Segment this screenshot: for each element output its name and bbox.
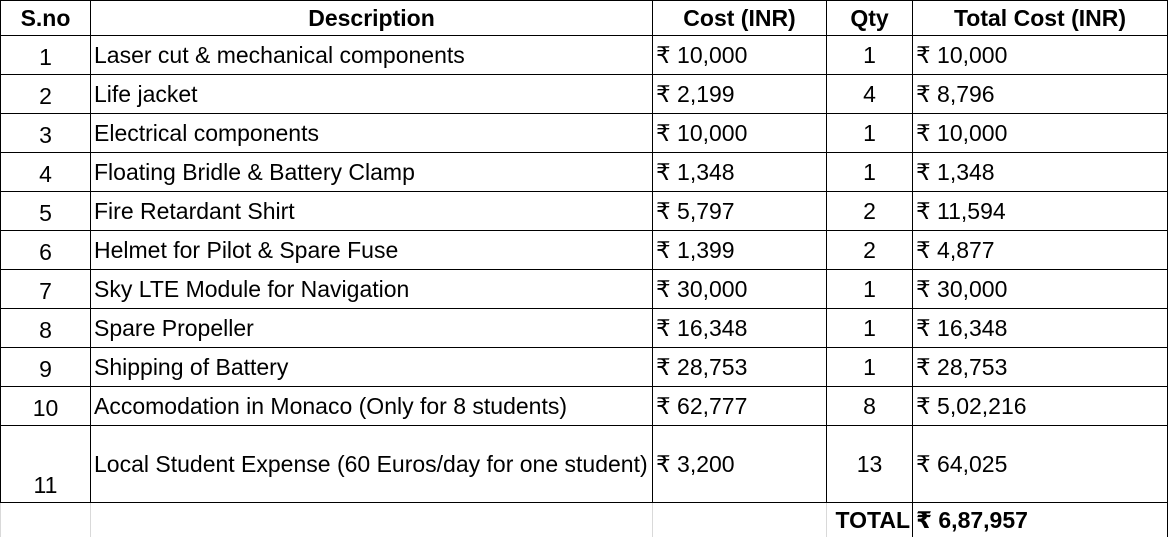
cell-total: ₹ 1,348 bbox=[913, 153, 1168, 192]
table-row bbox=[1, 231, 1168, 270]
cell-total: ₹ 28,753 bbox=[913, 348, 1168, 387]
table-row bbox=[1, 192, 1168, 231]
cell-sno: 1 bbox=[1, 36, 91, 75]
header-cost: Cost (INR) bbox=[653, 1, 827, 36]
cell-total: ₹ 64,025 bbox=[913, 426, 1168, 503]
cell-sno: 6 bbox=[1, 231, 91, 270]
table-row bbox=[1, 36, 1168, 75]
cell-description: Life jacket bbox=[91, 75, 653, 114]
cell-cost: ₹ 30,000 bbox=[653, 270, 827, 309]
table-row bbox=[1, 153, 1168, 192]
cell-description: Shipping of Battery bbox=[91, 348, 653, 387]
empty-cell bbox=[653, 503, 827, 537]
cell-sno: 3 bbox=[1, 114, 91, 153]
cell-qty: 2 bbox=[827, 192, 913, 231]
cell-qty: 1 bbox=[827, 36, 913, 75]
table-row bbox=[1, 75, 1168, 114]
grand-total-label: TOTAL bbox=[827, 503, 913, 537]
cell-description: Local Student Expense (60 Euros/day for one student) bbox=[91, 426, 653, 503]
cell-total: ₹ 5,02,216 bbox=[913, 387, 1168, 426]
cell-description: Spare Propeller bbox=[91, 309, 653, 348]
cell-qty: 1 bbox=[827, 348, 913, 387]
cell-cost: ₹ 1,348 bbox=[653, 153, 827, 192]
cell-sno: 2 bbox=[1, 75, 91, 114]
cell-cost: ₹ 1,399 bbox=[653, 231, 827, 270]
cell-description: Laser cut & mechanical components bbox=[91, 36, 653, 75]
cell-cost: ₹ 5,797 bbox=[653, 192, 827, 231]
cell-description: Sky LTE Module for Navigation bbox=[91, 270, 653, 309]
cell-qty: 8 bbox=[827, 387, 913, 426]
cell-description: Fire Retardant Shirt bbox=[91, 192, 653, 231]
cell-sno: 10 bbox=[1, 387, 91, 426]
cell-total: ₹ 11,594 bbox=[913, 192, 1168, 231]
cell-qty: 1 bbox=[827, 309, 913, 348]
table-row bbox=[1, 387, 1168, 426]
empty-cell bbox=[91, 503, 653, 537]
cell-description: Helmet for Pilot & Spare Fuse bbox=[91, 231, 653, 270]
header-total: Total Cost (INR) bbox=[913, 1, 1168, 36]
total-row bbox=[1, 503, 1168, 537]
cell-sno: 7 bbox=[1, 270, 91, 309]
cell-cost: ₹ 2,199 bbox=[653, 75, 827, 114]
cell-cost: ₹ 3,200 bbox=[653, 426, 827, 503]
cell-total: ₹ 4,877 bbox=[913, 231, 1168, 270]
cell-cost: ₹ 28,753 bbox=[653, 348, 827, 387]
cell-total: ₹ 10,000 bbox=[913, 114, 1168, 153]
cell-description: Accomodation in Monaco (Only for 8 students) bbox=[91, 387, 653, 426]
cell-total: ₹ 10,000 bbox=[913, 36, 1168, 75]
header-description: Description bbox=[91, 1, 653, 36]
cell-total: ₹ 30,000 bbox=[913, 270, 1168, 309]
cell-description: Electrical components bbox=[91, 114, 653, 153]
cell-qty: 2 bbox=[827, 231, 913, 270]
header-sno: S.no bbox=[1, 1, 91, 36]
empty-cell bbox=[1, 503, 91, 537]
cell-total: ₹ 16,348 bbox=[913, 309, 1168, 348]
header-row bbox=[1, 1, 1168, 36]
cell-sno: 9 bbox=[1, 348, 91, 387]
cell-description: Floating Bridle & Battery Clamp bbox=[91, 153, 653, 192]
cell-qty: 1 bbox=[827, 270, 913, 309]
cell-sno: 4 bbox=[1, 153, 91, 192]
table-row bbox=[1, 114, 1168, 153]
cell-sno: 11 bbox=[1, 426, 91, 503]
table-row bbox=[1, 270, 1168, 309]
cell-cost: ₹ 62,777 bbox=[653, 387, 827, 426]
table-row bbox=[1, 348, 1168, 387]
header-qty: Qty bbox=[827, 1, 913, 36]
cell-sno: 8 bbox=[1, 309, 91, 348]
grand-total-value: ₹ 6,87,957 bbox=[913, 503, 1168, 537]
table-row bbox=[1, 309, 1168, 348]
cell-qty: 13 bbox=[827, 426, 913, 503]
cell-sno: 5 bbox=[1, 192, 91, 231]
cell-cost: ₹ 10,000 bbox=[653, 114, 827, 153]
cell-total: ₹ 8,796 bbox=[913, 75, 1168, 114]
cell-qty: 4 bbox=[827, 75, 913, 114]
cell-qty: 1 bbox=[827, 153, 913, 192]
cell-qty: 1 bbox=[827, 114, 913, 153]
cell-cost: ₹ 10,000 bbox=[653, 36, 827, 75]
cell-cost: ₹ 16,348 bbox=[653, 309, 827, 348]
